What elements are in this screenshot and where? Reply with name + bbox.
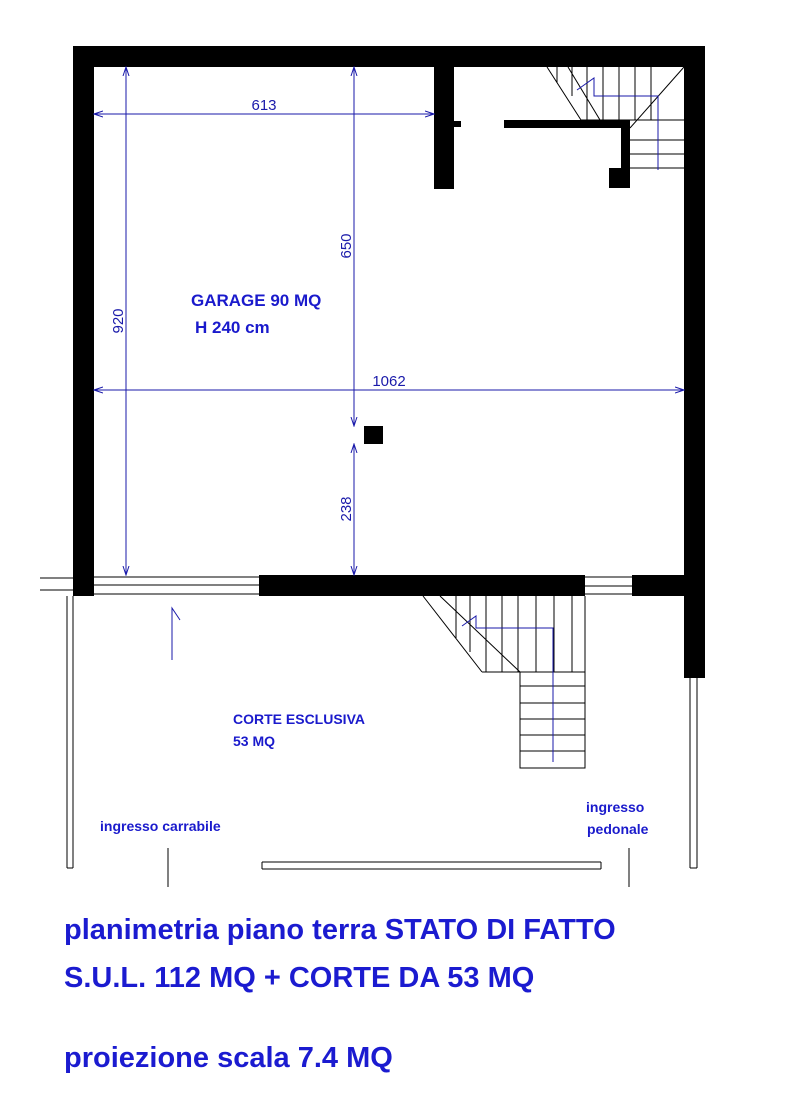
- stair-upper-inner-line: [568, 67, 600, 120]
- stair-wall-horizontal: [504, 120, 630, 128]
- outlines: [40, 577, 697, 887]
- pedestrian-entrance-label-1: ingresso: [586, 799, 645, 815]
- garage-label: GARAGE 90 MQ: [191, 291, 322, 310]
- dim-label-1062: 1062: [372, 373, 406, 390]
- interior-partition: [434, 67, 454, 189]
- dim-label-920: 920: [110, 308, 127, 334]
- dim-label-650: 650: [338, 233, 355, 259]
- garage-height-label: H 240 cm: [195, 318, 270, 337]
- stair-lower-walkline: [462, 616, 553, 762]
- wall-left: [73, 46, 94, 596]
- court-area-label: 53 MQ: [233, 733, 276, 749]
- caption-area: S.U.L. 112 MQ + CORTE DA 53 MQ: [64, 962, 535, 994]
- dim-label-238: 238: [338, 496, 355, 522]
- wall-top: [73, 46, 705, 67]
- stair-upper-flight-outline: [547, 67, 684, 120]
- door-swing-mark: [172, 608, 180, 660]
- wall-right: [684, 46, 705, 678]
- column: [364, 426, 383, 444]
- stair-upper-landing-diag: [630, 67, 684, 128]
- wall-bottom-right: [632, 575, 684, 596]
- stair-lower-flight-outline: [482, 596, 585, 672]
- walls: [73, 46, 705, 678]
- caption-stair-projection: proiezione scala 7.4 MQ: [64, 1042, 393, 1074]
- court-label: CORTE ESCLUSIVA: [233, 711, 365, 727]
- vehicle-entrance-label: ingresso carrabile: [100, 818, 221, 834]
- dimension-lines: [94, 67, 684, 575]
- partition-stub: [454, 121, 461, 127]
- staircase-lower: [423, 596, 585, 768]
- wall-bottom-middle: [259, 575, 585, 596]
- stair-wall-base: [609, 168, 630, 188]
- dim-label-613: 613: [251, 97, 277, 114]
- staircase-upper: [547, 67, 684, 168]
- caption-title: planimetria piano terra STATO DI FATTO: [64, 914, 616, 946]
- pedestrian-entrance-label-2: pedonale: [587, 821, 649, 837]
